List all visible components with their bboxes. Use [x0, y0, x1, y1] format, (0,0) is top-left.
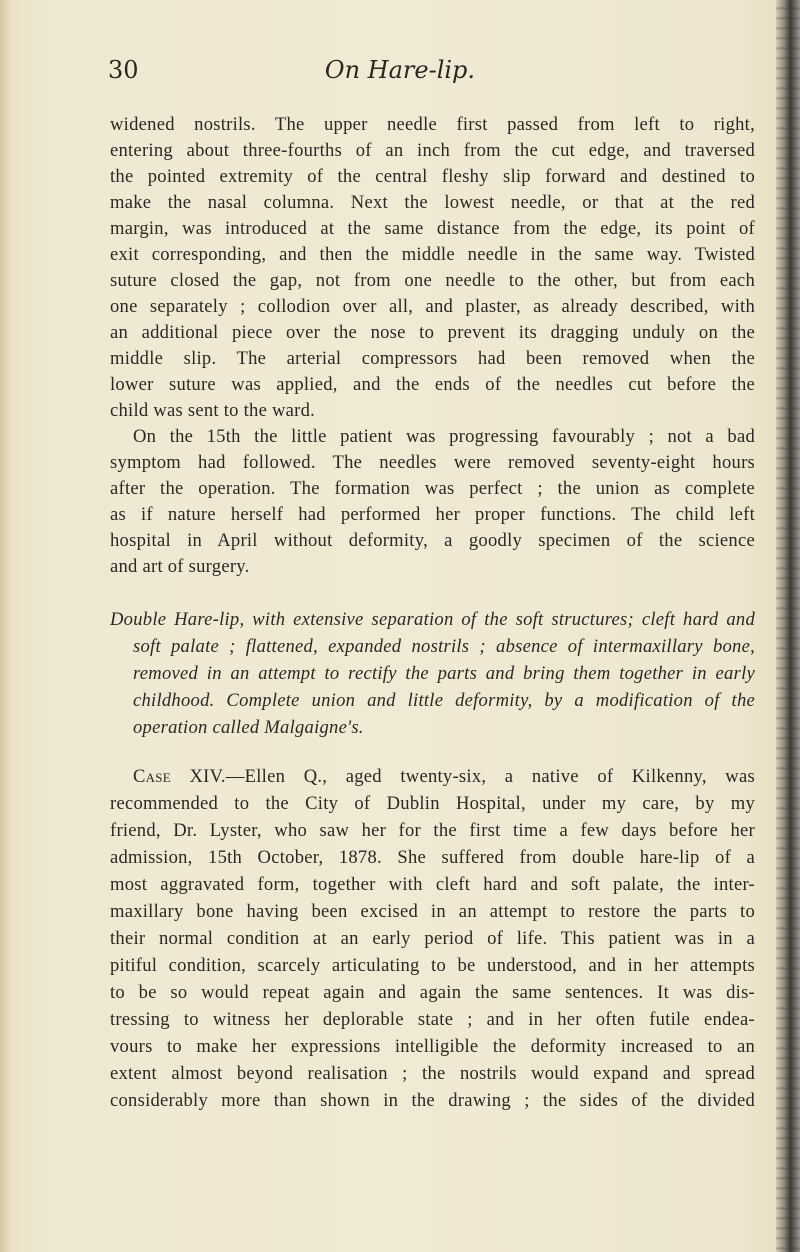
text-line: hospital in April without deformity, a goodly specimen of the science — [110, 530, 755, 551]
text-line: friend, Dr. Lyster, who saw her for the first time a few days before her — [110, 820, 755, 841]
case-heading-line: Double Hare-lip, with extensive separation of the soft structures; cleft hard and — [110, 609, 755, 630]
text-line: widened nostrils. The upper needle first passed from left to right, — [110, 114, 755, 135]
text-line: exit corresponding, and then the middle needle in the same way. Twisted — [110, 244, 755, 265]
page-edge — [776, 0, 800, 1252]
text-line: symptom had followed. The needles were removed seventy-eight hours — [110, 452, 755, 473]
text-line: make the nasal columna. Next the lowest needle, or that at the red — [110, 192, 755, 213]
binding-shadow — [0, 0, 12, 1252]
text-line: to be so would repeat again and again the same sentences. It was dis- — [110, 982, 755, 1003]
case-label: Case XIV. — [133, 766, 226, 787]
text-line: an additional piece over the nose to prevent its dragging unduly on the — [110, 322, 755, 343]
text-line: entering about three-fourths of an inch from the cut edge, and traversed — [110, 140, 755, 161]
text-line: the pointed extremity of the central fleshy slip forward and destined to — [110, 166, 755, 187]
text-line: margin, was introduced at the same distance from the edge, its point of — [110, 218, 755, 239]
text-line: child was sent to the ward. — [110, 400, 316, 421]
case-heading-line: childhood. Complete union and little deformity, by a modification of the — [133, 690, 755, 711]
case-heading-line: removed in an attempt to rectify the parts and bring them together in early — [133, 663, 755, 684]
case-heading-line: operation called Malgaigne's. — [133, 717, 364, 738]
text-line: one separately ; collodion over all, and plaster, as already described, with — [110, 296, 755, 317]
case-intro-text: —Ellen Q., aged twenty-six, a native of Kilkenny, was — [225, 766, 755, 787]
text-line: middle slip. The arterial compressors had been removed when the — [110, 348, 755, 369]
running-title: On Hare-lip. — [324, 56, 476, 84]
text-line: lower suture was applied, and the ends of the needles cut before the — [110, 374, 755, 395]
text-line: after the operation. The formation was perfect ; the union as complete — [110, 478, 755, 499]
text-line: admission, 15th October, 1878. She suffered from double hare-lip of a — [110, 847, 755, 868]
text-line: as if nature herself had performed her proper functions. The child left — [110, 504, 755, 525]
text-line: recommended to the City of Dublin Hospital, under my care, by my — [110, 793, 755, 814]
text-line: extent almost beyond realisation ; the nostrils would expand and spread — [110, 1063, 755, 1084]
text-line: most aggravated form, together with cleft hard and soft palate, the inter- — [110, 874, 755, 895]
page-header — [0, 50, 800, 90]
text-line: suture closed the gap, not from one needle to the other, but from each — [110, 270, 755, 291]
text-line: vours to make her expressions intelligible the deformity increased to an — [110, 1036, 755, 1057]
text-line: considerably more than shown in the drawing ; the sides of the divided — [110, 1090, 755, 1111]
case-intro-line — [133, 764, 755, 790]
case-heading-line: soft palate ; flattened, expanded nostrils ; absence of intermaxillary bone, — [133, 636, 755, 657]
text-line: pitiful condition, scarcely articulating to be understood, and in her attempts — [110, 955, 755, 976]
text-line: tressing to witness her deplorable state ; and in her often futile endea- — [110, 1009, 755, 1030]
text-line: their normal condition at an early period of life. This patient was in a — [110, 928, 755, 949]
text-line: maxillary bone having been excised in an attempt to restore the parts to — [110, 901, 755, 922]
page-number: 30 — [108, 56, 139, 84]
text-line: and art of surgery. — [110, 556, 250, 577]
text-line: On the 15th the little patient was progressing favourably ; not a bad — [133, 426, 755, 447]
